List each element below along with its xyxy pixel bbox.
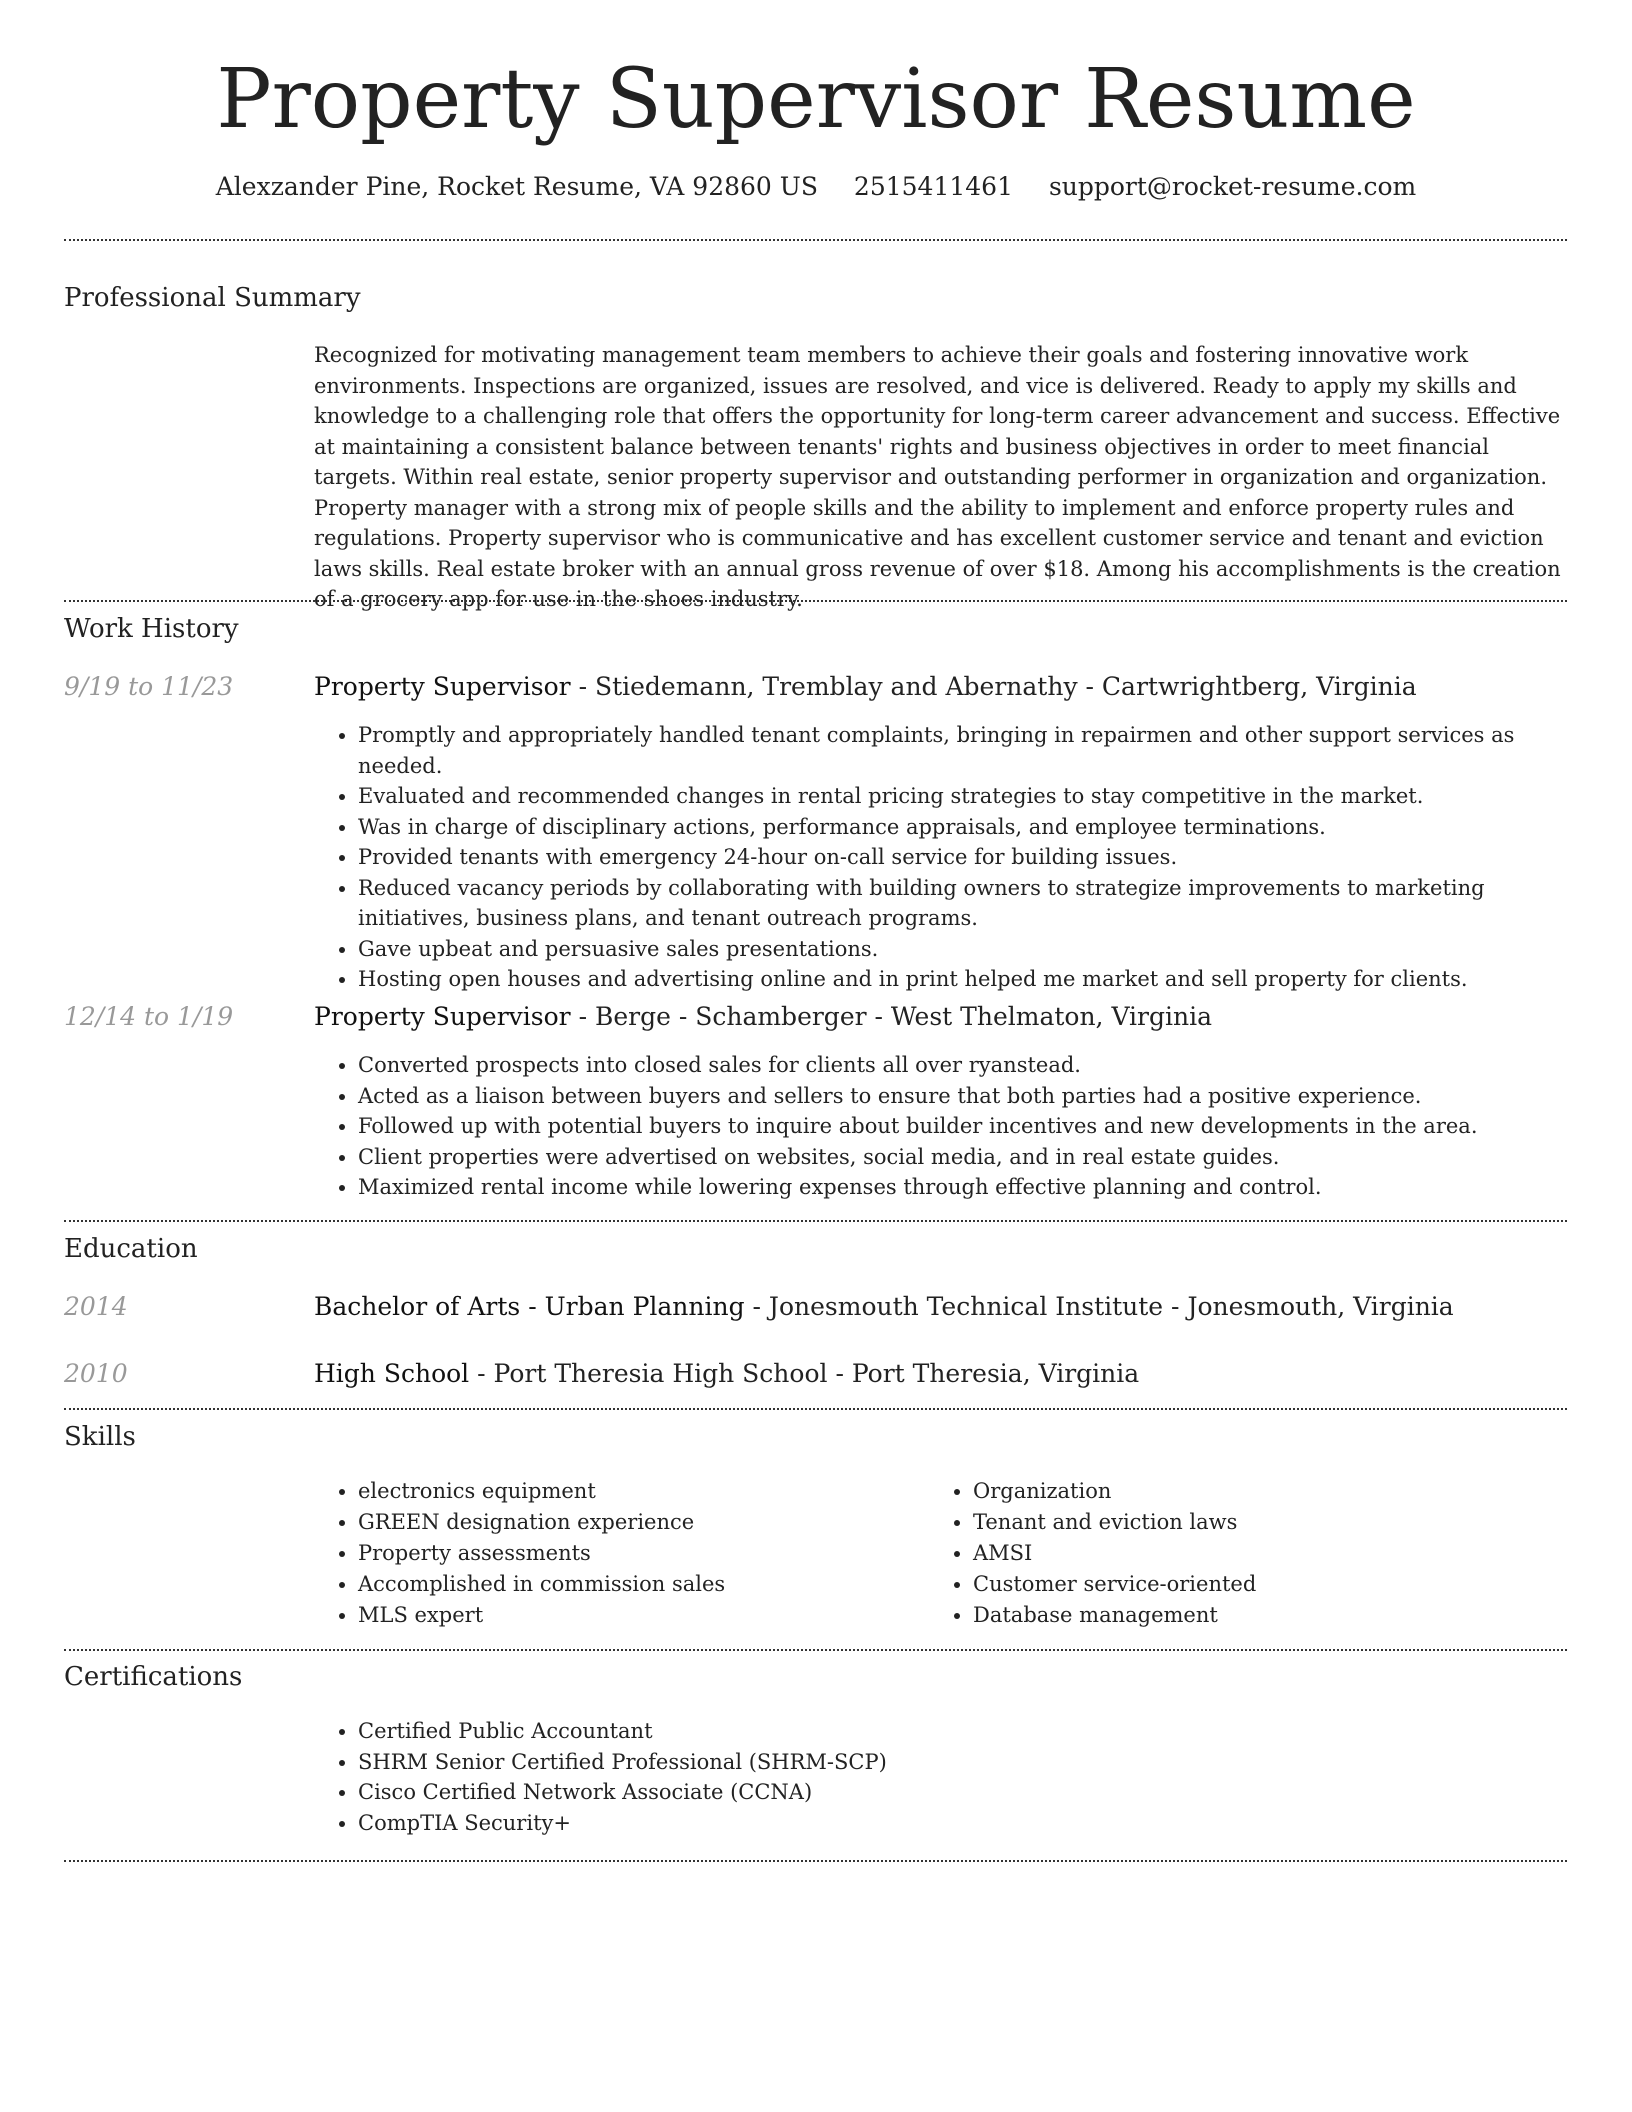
job-position: Property Supervisor xyxy=(314,672,571,701)
job-title xyxy=(314,670,1417,704)
list-item: • Client properties were advertised on websites, social media, and in real estate guides. xyxy=(358,1142,1568,1173)
list-item: • AMSI xyxy=(973,1538,1529,1569)
list-item: • Was in charge of disciplinary actions, performance appraisals, and employee terminations. xyxy=(358,812,1568,843)
list-item: • Certified Public Accountant xyxy=(358,1716,1568,1747)
contact-email: support@rocket-resume.com xyxy=(1048,172,1417,201)
list-item: • GREEN designation experience xyxy=(358,1507,914,1538)
job-employer: - Berge - Schamberger - West Thelmaton, Virginia xyxy=(570,1002,1213,1031)
divider xyxy=(64,600,1567,602)
education-school: - Port Theresia High School - Port Theresia, Virginia xyxy=(469,1359,1140,1388)
divider xyxy=(64,1408,1567,1410)
job-title xyxy=(314,1000,1212,1034)
list-item: • Converted prospects into closed sales for clients all over ryanstead. xyxy=(358,1050,1568,1081)
list-item: • Provided tenants with emergency 24-hour on-call service for building issues. xyxy=(358,842,1568,873)
certifications-list xyxy=(314,1716,1568,1838)
education-year: 2010 xyxy=(64,1359,128,1388)
summary-text: Recognized for motivating management team members to achieve their goals and fostering innovative work environments. Inspections are organized, issues are resolved, and vice is delivered. Ready to apply my skills and knowledge to a challenging role that offers the opportunity for long-term career advancement and success. Effective at maintaining a consistent balance between tenants' rights and business objectives in order to meet financial targets. Within real estate, senior property supervisor and outstanding performer in organization and organization. Property manager with a strong mix of people skills and the ability to implement and enforce property rules and regulations. Property supervisor who is communicative and has excellent customer service and tenant and eviction laws skills. Real estate broker with an annual gross revenue of over $18. Among his accomplishments is the creation of a grocery app for use in the shoes industry. xyxy=(314,343,1561,611)
list-item: • Acted as a liaison between buyers and sellers to ensure that both parties had a positive experience. xyxy=(358,1081,1568,1112)
contact-phone: 2515411461 xyxy=(853,172,1013,201)
work-history-heading: Work History xyxy=(64,614,239,644)
divider xyxy=(64,1220,1567,1222)
education-heading: Education xyxy=(64,1234,198,1264)
list-item: • Hosting open houses and advertising online and in print helped me market and sell property for clients. xyxy=(358,964,1568,995)
education-entry xyxy=(314,1357,1139,1391)
job-employer: - Stiedemann, Tremblay and Abernathy - Cartwrightberg, Virginia xyxy=(570,672,1417,701)
job-bullets xyxy=(314,1050,1568,1203)
list-item: • electronics equipment xyxy=(358,1476,914,1507)
list-item: • CompTIA Security+ xyxy=(358,1808,1568,1839)
job-dates: 12/14 to 1/19 xyxy=(64,1002,234,1031)
page-title: Property Supervisor Resume xyxy=(216,52,1416,147)
list-item: • Accomplished in commission sales xyxy=(358,1569,914,1600)
list-item: • Reduced vacancy periods by collaborating with building owners to strategize improvements to marketing initiatives, business plans, and tenant outreach programs. xyxy=(358,873,1568,934)
divider xyxy=(64,1860,1567,1862)
education-school: - Jonesmouth Technical Institute - Jonesmouth, Virginia xyxy=(744,1292,1454,1321)
education-entry xyxy=(314,1290,1454,1324)
list-item: • SHRM Senior Certified Professional (SHRM-SCP) xyxy=(358,1747,1568,1778)
list-item: • Evaluated and recommended changes in rental pricing strategies to stay competitive in the market. xyxy=(358,781,1568,812)
job-dates: 9/19 to 11/23 xyxy=(64,672,234,701)
education-degree: High School xyxy=(314,1359,470,1388)
certifications-heading: Certifications xyxy=(64,1662,243,1692)
list-item: • Organization xyxy=(973,1476,1529,1507)
skills-heading: Skills xyxy=(64,1422,136,1452)
list-item: • MLS expert xyxy=(358,1600,914,1631)
job-bullets xyxy=(314,720,1568,995)
list-item: • Database management xyxy=(973,1600,1529,1631)
list-item: • Customer service-oriented xyxy=(973,1569,1529,1600)
list-item: • Gave upbeat and persuasive sales presentations. xyxy=(358,934,1568,965)
education-degree: Bachelor of Arts - Urban Planning xyxy=(314,1292,745,1321)
skills-list-right xyxy=(929,1476,1529,1631)
list-item: • Maximized rental income while lowering expenses through effective planning and control. xyxy=(358,1172,1568,1203)
list-item: • Followed up with potential buyers to inquire about builder incentives and new developments in the area. xyxy=(358,1111,1568,1142)
divider xyxy=(64,1649,1567,1651)
job-position: Property Supervisor xyxy=(314,1002,571,1031)
list-item: • Cisco Certified Network Associate (CCNA) xyxy=(358,1777,1568,1808)
contact-address: Alexzander Pine, Rocket Resume, VA 92860 US xyxy=(215,172,818,201)
education-year: 2014 xyxy=(64,1292,128,1321)
divider xyxy=(64,239,1567,241)
skills-list-left xyxy=(314,1476,914,1631)
list-item: • Promptly and appropriately handled tenant complaints, bringing in repairmen and other support services as needed. xyxy=(358,720,1568,781)
summary-heading: Professional Summary xyxy=(64,283,361,313)
contact-line xyxy=(0,170,1632,204)
list-item: • Tenant and eviction laws xyxy=(973,1507,1529,1538)
list-item: • Property assessments xyxy=(358,1538,914,1569)
